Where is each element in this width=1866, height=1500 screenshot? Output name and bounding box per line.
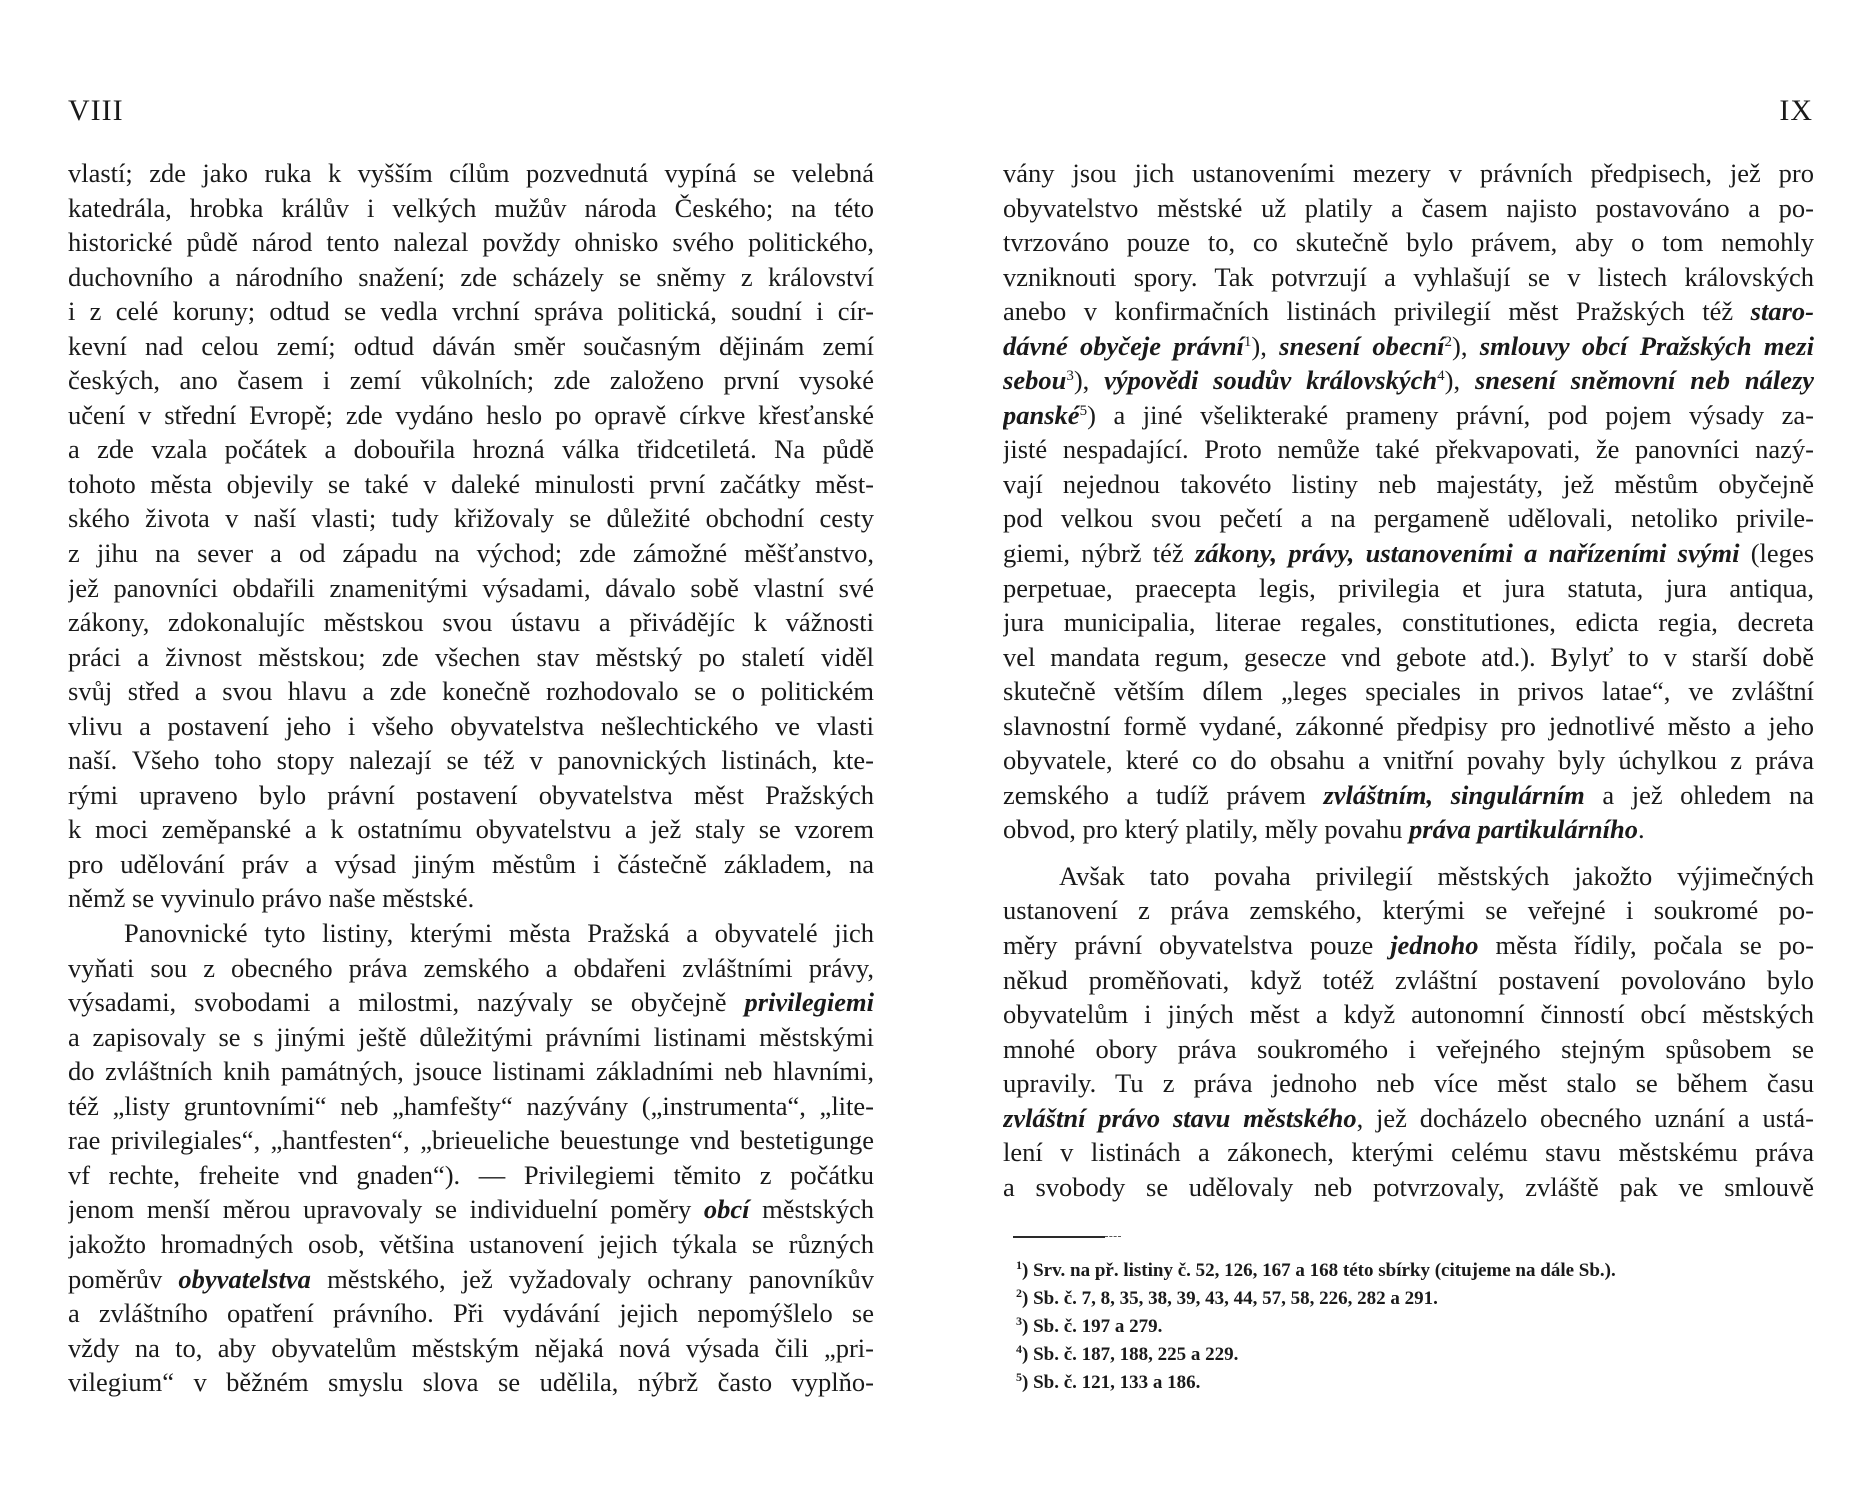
text-line: jakožto hromadných osob, většina ustanovení jejich týkala se různých	[68, 1228, 874, 1259]
text-line: rými upraveno bylo právní postavení obyvatelstva měst Pražských	[68, 779, 874, 810]
text-segment: měry právní obyvatelstva pouze	[1003, 930, 1391, 961]
text-line: a zde vzala počátek a dobouřila hrozná válka třidcetiletá. Na půdě	[68, 434, 874, 465]
footnote-text: ) Sb. č. 197 a 279.	[1022, 1316, 1163, 1337]
text-line: vždy na to, aby obyvatelům městským nějaká nová výsada čili „pri-	[68, 1332, 874, 1363]
text-line	[1003, 294, 1814, 329]
text-line: do zvláštních knih památných, jsouce listinami základními neb hlavními,	[68, 1056, 874, 1087]
footnote-mark: 4	[1016, 1342, 1022, 1356]
footnote	[1016, 1369, 1816, 1397]
paragraph-start-line: Avšak tato povaha privilegií městských jakožto výjimečných	[1059, 860, 1814, 891]
footnote-text: ) Sb. č. 121, 133 a 186.	[1022, 1372, 1201, 1393]
text-line	[1003, 536, 1814, 571]
text-line: učení v střední Evropě; zde vydáno heslo po opravě církve křesťanské	[68, 399, 874, 430]
text-line: obyvatele, které co do obsahu a vnitřní povahy byly úchylkou z práva	[1003, 745, 1814, 776]
text-line: slavnostní formě vydané, zákonné předpisy pro jednotlivé město a jeho	[1003, 710, 1814, 741]
text-line: tohoto města objevily se také v daleké minulosti první začátky měst-	[68, 468, 874, 499]
footnote-mark: 5	[1016, 1370, 1022, 1384]
text-segment: poměrův	[68, 1263, 179, 1294]
text-line: mnohé obory práva soukromého i veřejného stejným spůsobem se	[1003, 1033, 1814, 1064]
text-line	[1003, 1101, 1814, 1136]
text-line	[1003, 329, 1814, 364]
footnote-ref: 3	[1066, 368, 1074, 385]
text-line: kevní nad celou zemí; odtud dáván směr současným dějinám zemí	[68, 330, 874, 361]
text-line: jež panovníci obdařili znamenitými výsadami, dávalo sobě vlastní své	[68, 572, 874, 603]
text-line	[1003, 928, 1814, 963]
text-line: k moci zeměpanské a k ostatnímu obyvatelstvu a jež staly se vzorem	[68, 814, 874, 845]
emphasis-term: smlouvy obcí Pražských mezi	[1479, 330, 1814, 361]
text-line: svůj střed a svou hlavu a zde konečně rozhodovalo se o politickém	[68, 676, 874, 707]
text-segment: anebo v konfirmačních listinách privilegií měst Pražských též	[1003, 296, 1751, 327]
emphasis-term: snesení sněmovní neb nálezy	[1474, 365, 1814, 396]
footnote-ref: 5	[1079, 402, 1088, 419]
footnote	[1016, 1313, 1816, 1341]
emphasis-term: dávné obyčeje právní	[1003, 330, 1244, 361]
text-line: katedrála, hrobka králův i velkých mužův národa Českého; na této	[68, 192, 874, 223]
text-line: a svobody se udělovaly neb potvrzovaly, zvláště pak ve smlouvě	[1003, 1171, 1814, 1202]
text-line	[68, 985, 874, 1020]
text-line	[1003, 812, 1814, 847]
text-line: rae privilegiales“, „hantfesten“, „brieueliche beuestunge vnd bestetigunge	[68, 1125, 874, 1156]
text-line: zákony, zdokonalujíc městskou svou ústavu a přivádějíc k vážnosti	[68, 607, 874, 638]
footnote	[1016, 1341, 1816, 1369]
text-line: pod velkou svou pečetí a na pergameně udělovali, netoliko privile-	[1003, 503, 1814, 534]
text-segment: ),	[1452, 330, 1480, 361]
text-line: skutečně větším dílem „leges speciales in privos latae“, ve zvláštní	[1003, 676, 1814, 707]
right-body-text	[1003, 156, 1814, 1204]
emphasis-term: zvláštní právo stavu městského	[1003, 1102, 1357, 1133]
text-line: tvrzováno pouze to, co skutečně bylo právem, aby o tom nemohly	[1003, 227, 1814, 258]
footnote-mark: 3	[1016, 1314, 1022, 1328]
text-line: vel mandata regum, gesecze vnd gebote atd.). Bylyť to v starší době	[1003, 641, 1814, 672]
text-line	[1003, 363, 1814, 398]
footnote-divider	[1013, 1236, 1105, 1238]
text-line: práci a živnost městskou; zde všechen stav městský po staletí viděl	[68, 641, 874, 672]
text-line: pro udělování práv a výsad jiným městům i částečně základem, na	[68, 848, 874, 879]
text-line: a zvláštního opatření právního. Při vydávání jejich nepomýšlelo se	[68, 1298, 874, 1329]
text-segment: , jež docházelo obecného uznání a ustá-	[1356, 1102, 1814, 1133]
text-segment: ),	[1073, 365, 1105, 396]
text-segment: ),	[1251, 330, 1280, 361]
text-line: a zapisovaly se s jinými ještě důležitými právními listinami městskými	[68, 1021, 874, 1052]
text-line: vají nejednou takovéto listiny neb majestáty, jež městům obyčejně	[1003, 468, 1814, 499]
text-line: českých, ano časem i zemí vůkolních; zde založeno první vysoké	[68, 365, 874, 396]
footnote-text: ) Srv. na př. listiny č. 52, 126, 167 a 168 této sbírky (citujeme na dále Sb.).	[1022, 1260, 1616, 1281]
text-line	[1003, 398, 1814, 433]
emphasis-term: obcí	[703, 1194, 750, 1225]
text-line: obyvatelstvo městské už platily a časem najisto postavováno a po-	[1003, 192, 1814, 223]
text-segment: jenom menší měrou upravovaly se individuelní poměry	[68, 1194, 704, 1225]
footnote-ref: 1	[1243, 333, 1252, 350]
footnote-ref: 2	[1444, 333, 1453, 350]
footnotes	[1016, 1257, 1816, 1397]
text-line: jisté nespadající. Proto nemůže také překvapovati, že panovníci nazý-	[1003, 434, 1814, 465]
text-line: vyňati sou z obecného práva zemského a obdařeni zvláštními právy,	[68, 952, 874, 983]
footnote-ref: 4	[1437, 368, 1445, 385]
text-line: upravily. Tu z práva jednoho neb více měst stalo se během času	[1003, 1068, 1814, 1099]
emphasis-term: zvláštním, singulárním	[1323, 779, 1585, 810]
paragraph-gap	[1003, 847, 1814, 859]
text-line: jura municipalia, literae regales, constitutiones, edicta regia, decreta	[1003, 607, 1814, 638]
paragraph-start-line: Panovnické tyto listiny, kterými města Pražská a obyvatelé jich	[124, 918, 874, 949]
footnote-text: ) Sb. č. 187, 188, 225 a 229.	[1022, 1344, 1239, 1365]
emphasis-term: staro-	[1750, 296, 1814, 327]
footnote-text: ) Sb. č. 7, 8, 35, 38, 39, 43, 44, 57, 58, 226, 282 a 291.	[1022, 1288, 1438, 1309]
text-line: vlivu a postavení jeho i všeho obyvatelstva nešlechtického ve vlasti	[68, 710, 874, 741]
emphasis-term: privilegiemi	[744, 987, 874, 1018]
text-line: z jihu na sever a od západu na východ; zde zámožné měšťanstvo,	[68, 538, 874, 569]
text-line: vilegium“ v běžném smyslu slova se udělila, nýbrž často vyplňo-	[68, 1367, 874, 1398]
page-number-right: IX	[1779, 94, 1813, 127]
text-segment: města řídily, počala se po-	[1478, 930, 1814, 961]
text-segment: městského, jež vyžadovaly ochrany panovníkův	[310, 1263, 874, 1294]
text-segment: zemského a tudíž právem	[1003, 779, 1324, 810]
page-number-left: VIII	[68, 94, 124, 127]
text-line	[68, 1192, 874, 1227]
text-line: perpetuae, praecepta legis, privilegia et jura statuta, jura antiqua,	[1003, 572, 1814, 603]
text-segment: giemi, nýbrž též	[1003, 538, 1195, 569]
text-line: vlastí; zde jako ruka k vyšším cílům pozvednutá vypíná se velebná	[68, 158, 874, 188]
text-segment: ),	[1444, 365, 1475, 396]
text-segment: a jež ohledem na	[1584, 779, 1814, 810]
footnote	[1016, 1285, 1816, 1313]
text-line: ského života v naší vlasti; tudy křižovaly se důležité obchodní cesty	[68, 503, 874, 534]
text-line: též „listy gruntovními“ neb „hamfešty“ nazývány („instrumenta“, „lite-	[68, 1090, 874, 1121]
emphasis-term: práva partikulárního	[1409, 814, 1639, 845]
text-line: ustanovení z práva zemského, kterými se veřejné i soukromé po-	[1003, 895, 1814, 926]
emphasis-term: panské	[1003, 399, 1080, 430]
text-segment: (leges	[1739, 538, 1814, 569]
emphasis-term: jednoho	[1390, 930, 1479, 961]
text-line: historické půdě národ tento nalezal povždy ohnisko svého politického,	[68, 227, 874, 258]
emphasis-term: snesení obecní	[1279, 330, 1445, 361]
text-line: obyvatelům i jiných měst a když autonomní činností obcí městských	[1003, 999, 1814, 1030]
text-line	[68, 1262, 874, 1297]
emphasis-term: obyvatelstva	[178, 1263, 311, 1294]
emphasis-term: výpovědi soudův královských	[1104, 365, 1438, 396]
text-line: duchovního a národního snažení; zde scházely se sněmy z království	[68, 261, 874, 292]
footnote	[1016, 1257, 1816, 1285]
left-body-text	[68, 156, 874, 1400]
footnote-divider-tail	[1105, 1236, 1121, 1237]
text-line: i z celé koruny; odtud se vedla vrchní správa politická, soudní i cír-	[68, 296, 874, 327]
emphasis-term: sebou	[1003, 365, 1067, 396]
text-line: němž se vyvinulo právo naše městské.	[68, 883, 475, 914]
emphasis-term: zákony, právy, ustanoveními a nařízeními svými	[1194, 538, 1740, 569]
text-line: naší. Všeho toho stopy nalezají se též v panovnických listinách, kte-	[68, 745, 874, 776]
text-segment: ) a jiné všelikteraké prameny právní, pod pojem výsady za-	[1087, 399, 1814, 430]
text-line: vány jsou jich ustanoveními mezery v právních předpisech, jež pro	[1003, 158, 1814, 188]
text-line: někud proměňovati, když totéž zvláštní postavení povolováno bylo	[1003, 964, 1814, 995]
text-segment: výsadami, svobodami a milostmi, nazývaly se obyčejně	[68, 987, 745, 1018]
text-line: vf rechte, freheite vnd gnaden“). — Privilegiemi těmito z počátku	[68, 1159, 874, 1190]
text-segment: .	[1638, 814, 1645, 845]
footnote-mark: 2	[1016, 1286, 1022, 1300]
right-page	[933, 0, 1866, 1500]
footnote-mark: 1	[1016, 1258, 1022, 1272]
text-segment: obvod, pro který platily, měly povahu	[1003, 814, 1410, 845]
text-line: lení v listinách a zákonech, kterými celému stavu městskému práva	[1003, 1137, 1814, 1168]
text-line: vzniknouti spory. Tak potvrzují a vyhlašují se v listech královských	[1003, 261, 1814, 292]
text-line	[1003, 778, 1814, 813]
text-segment: městských	[749, 1194, 874, 1225]
